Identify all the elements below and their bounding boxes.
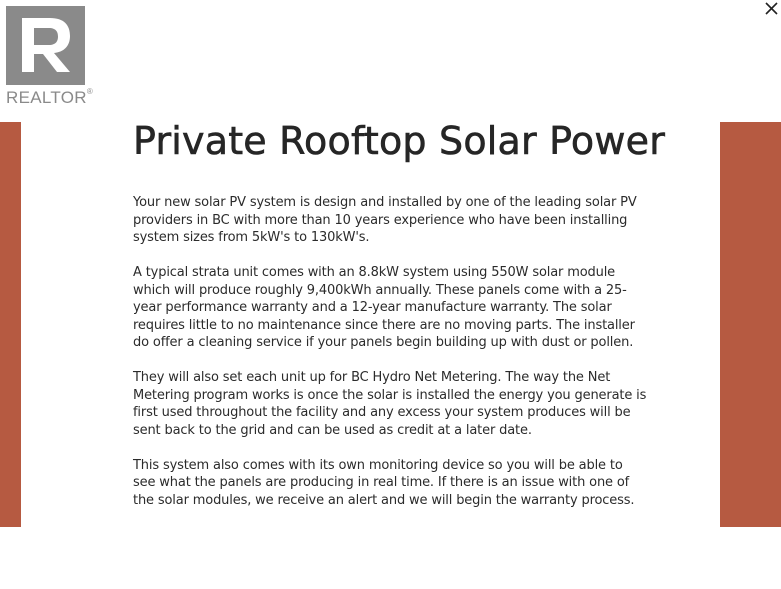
body-paragraph: Your new solar PV system is design and installed by one of the leading solar PV providers in BC with more than 10 years experience who have been installing system sizes from 5kW's to 130kW's.: [133, 195, 637, 245]
body-paragraph: They will also set each unit up for BC Hydro Net Metering. The way the Net Metering program works is once the solar is installed the energy you generate is first used throughout the facility and any excess your system produces will be sent back to the grid and can be used as credit at a later date.: [133, 370, 647, 438]
left-side-panel: [0, 122, 21, 527]
body-paragraph: A typical strata unit comes with an 8.8kW system using 550W solar module which will produce roughly 9,400kWh annually. These panels come with a 25-year performance warranty and a 12-year manufacture warranty. The solar requires little to no maintenance since there are no moving parts. The installer do offer a cleaning service if your panels begin building up with dust or pollen.: [133, 265, 635, 350]
realtor-logo[interactable]: [6, 6, 96, 106]
close-button[interactable]: [761, 0, 781, 16]
slide-body: [133, 194, 648, 509]
realtor-r-icon: [6, 6, 85, 85]
close-icon: [765, 2, 778, 15]
body-paragraph: This system also comes with its own monitoring device so you will be able to see what the panels are producing in real time. If there is an issue with one of the solar modules, we receive an alert and we will begin the warranty process.: [133, 457, 635, 508]
slide-content: [133, 118, 666, 527]
realtor-wordmark: REALTOR®: [6, 87, 94, 107]
slide-title: Private Rooftop Solar Power: [133, 119, 666, 163]
right-side-panel: [720, 122, 781, 527]
